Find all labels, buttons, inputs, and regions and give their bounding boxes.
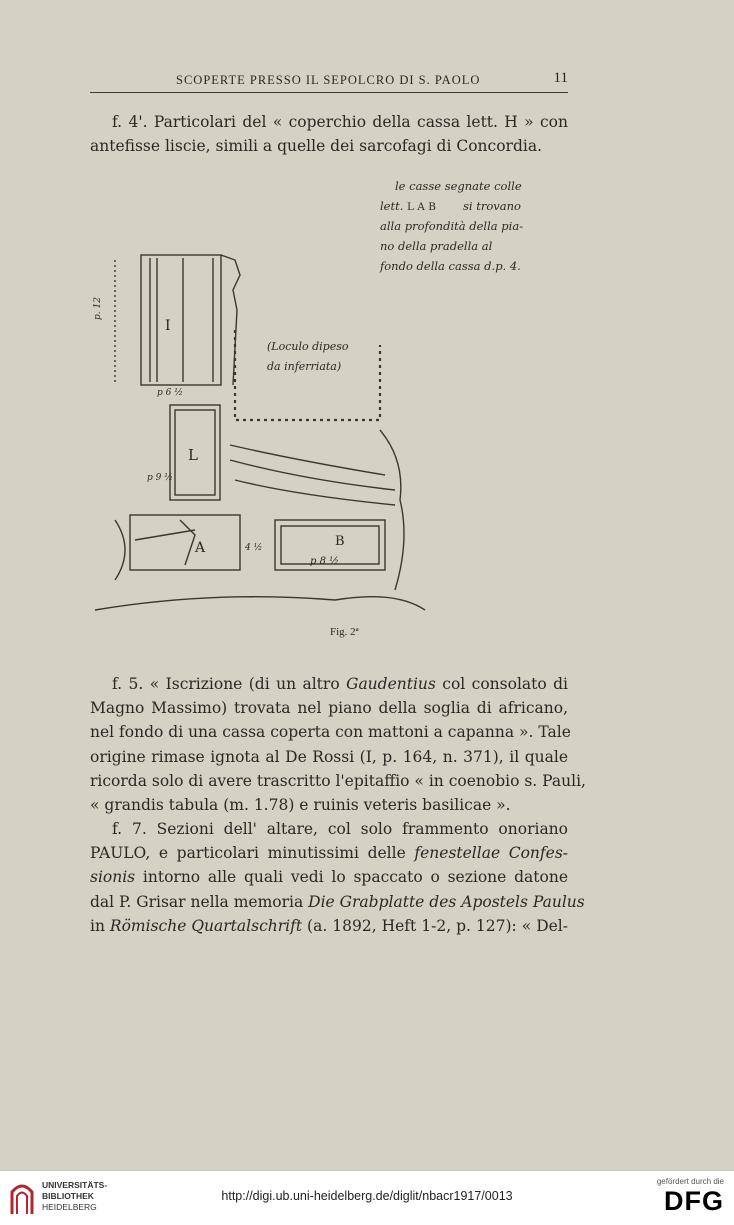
page-number: 11 [553,70,568,86]
note-line: no della pradella al [380,239,493,253]
paragraph-line: f. 5. « Iscrizione (di un altro Gaudentius col consolato di [112,675,568,693]
paragraph-line: origine rimase ignota al De Rossi (I, p. 164, n. 371), il quale [90,747,568,766]
dim-p6: p 6 ½ [157,388,183,398]
library-name: UNIVERSITÄTS- BIBLIOTHEK HEIDELBERG [42,1180,108,1212]
note-line: L A B [407,201,436,213]
paragraph-f4 [90,110,568,158]
paragraph-line: dal P. Grisar nella memoria Die Grabplatte des Apostels Paulus [90,892,585,911]
footer-bar [0,1170,734,1225]
figure-sketch [95,160,575,650]
slab-i-outline [141,255,221,385]
paragraph-f7 [90,817,585,938]
dfg-logo: DFG [664,1186,724,1216]
dim-p12: p. 12 [93,297,103,320]
loculo-label-1: (Loculo dipeso [267,340,349,353]
note-line: lett. [380,199,404,213]
note-line: fondo della cassa d.p. 4. [380,259,521,273]
note-line: alla profondità della pia- [380,219,524,233]
note-line: si trovano [463,199,521,213]
paragraph-line: antefisse liscie, simili a quelle dei sarcofagi di Concordia. [90,137,543,156]
slab-l-label: L [188,446,198,464]
paragraph-line: sionis intorno alle quali vedi lo spaccato o sezione datone [90,868,568,887]
paragraph-line: f. 4'. Particolari del « coperchio della cassa lett. H » con [112,113,568,131]
paragraph-line: f. 7. Sezioni dell' altare, col solo frammento onoriano [112,820,568,838]
dfg-funding [657,1177,724,1216]
dim-4: 4 ½ [245,543,263,553]
loculo-label-2: da inferriata) [267,360,342,373]
paragraph-line: in Römische Quartalschrift (a. 1892, Heft 1-2, p. 127): « Del- [90,916,569,935]
funded-by-label: gefördert durch die [656,1177,724,1186]
permalink-url[interactable]: http://digi.ub.uni-heidelberg.de/diglit/nbacr1917/0013 [221,1189,513,1203]
note-line: le casse segnate colle [395,179,522,193]
dim-b: p 8 ½ [310,556,339,567]
slab-a-outline [130,515,240,570]
paragraph-line: nel fondo di una cassa coperta con mattoni a capanna ». Tale [90,723,571,742]
paragraph-line: Magno Massimo) trovata nel piano della soglia di africano, [90,699,568,718]
running-head [90,70,568,93]
figure-caption: Fig. 2ª [330,626,359,638]
paragraph-f5 [90,672,586,817]
slab-a-label: A [195,540,206,556]
running-title: SCOPERTE PRESSO IL SEPOLCRO DI S. PAOLO [176,73,481,87]
slab-i-label: I [165,318,171,334]
paragraph-line: ricorda solo di avere trascritto l'epitaffio « in coenobio s. Pauli, [90,771,586,790]
paragraph-line: « grandis tabula (m. 1.78) e ruinis veteris basilicae ». [90,795,511,814]
dim-p9: p 9 ½ [147,473,173,483]
paragraph-line: PAULO, e particolari minutissimi delle fenestellae Confes- [90,844,569,863]
slab-b-label: B [335,534,345,549]
